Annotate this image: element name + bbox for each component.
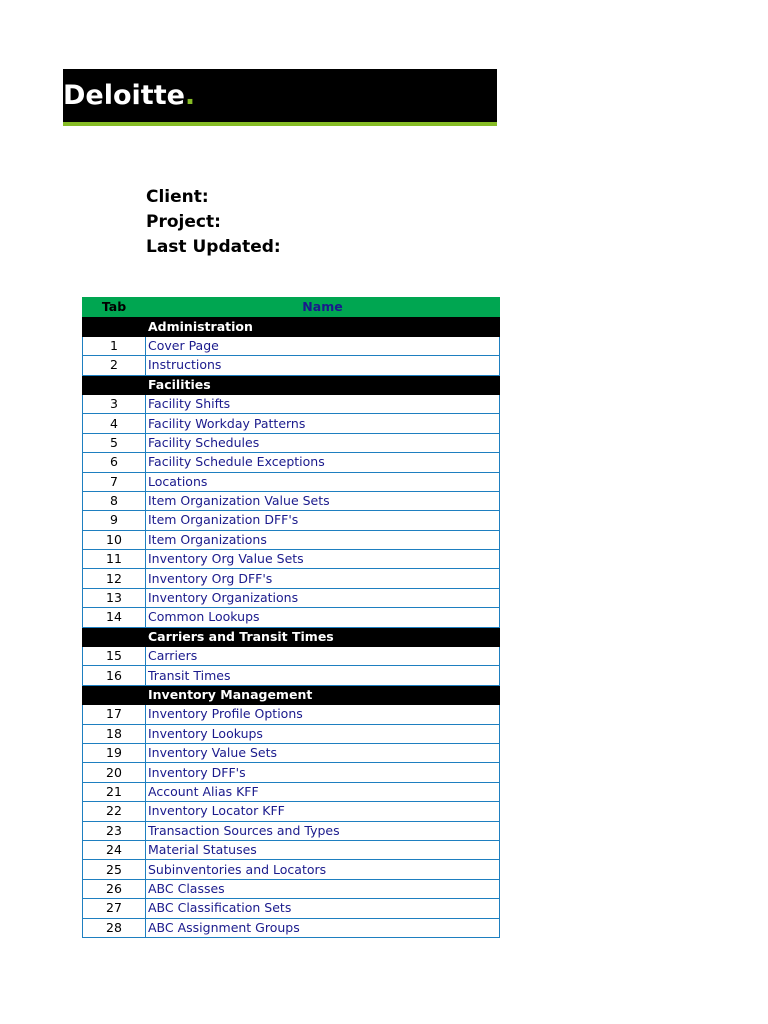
table-body [83, 317, 500, 938]
tab-number: 20 [83, 763, 146, 782]
table-header-row [83, 298, 500, 317]
sheet-link[interactable]: Transaction Sources and Types [146, 821, 500, 840]
sheet-link[interactable]: Facility Shifts [146, 394, 500, 413]
sheet-link[interactable]: ABC Assignment Groups [146, 918, 500, 937]
tab-number: 15 [83, 647, 146, 666]
table-row[interactable] [83, 336, 500, 355]
sheet-link[interactable]: Item Organizations [146, 530, 500, 549]
section-title: Administration [146, 317, 500, 336]
table-row[interactable] [83, 743, 500, 762]
tab-number: 10 [83, 530, 146, 549]
table-row[interactable] [83, 356, 500, 375]
sheet-link[interactable]: ABC Classification Sets [146, 899, 500, 918]
tab-number: 19 [83, 743, 146, 762]
table-row[interactable] [83, 840, 500, 859]
table-row[interactable] [83, 763, 500, 782]
client-label: Client: [146, 187, 209, 207]
sheet-link[interactable]: Inventory Locator KFF [146, 802, 500, 821]
section-title: Carriers and Transit Times [146, 627, 500, 646]
sheet-link[interactable]: Inventory Organizations [146, 588, 500, 607]
tab-number: 26 [83, 879, 146, 898]
sheet-link[interactable]: ABC Classes [146, 879, 500, 898]
table-row[interactable] [83, 414, 500, 433]
table-row[interactable] [83, 821, 500, 840]
section-header-row [83, 375, 500, 394]
logo-dot: . [184, 80, 196, 111]
tab-number: 17 [83, 705, 146, 724]
tab-number: 25 [83, 860, 146, 879]
sheet-link[interactable]: Inventory Org Value Sets [146, 550, 500, 569]
table-row[interactable] [83, 724, 500, 743]
tab-number: 24 [83, 840, 146, 859]
sheet-link[interactable]: Item Organization DFF's [146, 511, 500, 530]
name-column-header: Name [146, 298, 500, 317]
tab-number: 21 [83, 782, 146, 801]
deloitte-logo [63, 78, 195, 114]
table-row[interactable] [83, 666, 500, 685]
tab-number: 3 [83, 394, 146, 413]
tab-number: 14 [83, 608, 146, 627]
table-row[interactable] [83, 588, 500, 607]
sheet-link[interactable]: Item Organization Value Sets [146, 491, 500, 510]
last-updated-label: Last Updated: [146, 237, 281, 257]
table-row[interactable] [83, 802, 500, 821]
table-row[interactable] [83, 491, 500, 510]
sheet-link[interactable]: Subinventories and Locators [146, 860, 500, 879]
table-row[interactable] [83, 433, 500, 452]
tab-number: 16 [83, 666, 146, 685]
sheet-link[interactable]: Cover Page [146, 336, 500, 355]
section-tab-cell [83, 627, 146, 646]
tab-number: 4 [83, 414, 146, 433]
section-title: Inventory Management [146, 685, 500, 704]
section-tab-cell [83, 317, 146, 336]
tab-number: 28 [83, 918, 146, 937]
sheet-link[interactable]: Account Alias KFF [146, 782, 500, 801]
table-row[interactable] [83, 550, 500, 569]
sheet-link[interactable]: Common Lookups [146, 608, 500, 627]
sheet-link[interactable]: Instructions [146, 356, 500, 375]
sheet-link[interactable]: Inventory Value Sets [146, 743, 500, 762]
tab-number: 5 [83, 433, 146, 452]
logo-text: Deloitte [63, 80, 185, 111]
sheet-link[interactable]: Transit Times [146, 666, 500, 685]
table-row[interactable] [83, 918, 500, 937]
section-header-row [83, 627, 500, 646]
project-label: Project: [146, 212, 221, 232]
table-row[interactable] [83, 647, 500, 666]
table-row[interactable] [83, 608, 500, 627]
sheet-link[interactable]: Facility Workday Patterns [146, 414, 500, 433]
table-row[interactable] [83, 530, 500, 549]
logo-underline [63, 122, 497, 126]
section-tab-cell [83, 375, 146, 394]
table-row[interactable] [83, 394, 500, 413]
table-row[interactable] [83, 511, 500, 530]
sheet-link[interactable]: Inventory Profile Options [146, 705, 500, 724]
tab-number: 18 [83, 724, 146, 743]
tab-number: 12 [83, 569, 146, 588]
table-row[interactable] [83, 860, 500, 879]
table-row[interactable] [83, 899, 500, 918]
tab-number: 27 [83, 899, 146, 918]
tab-number: 7 [83, 472, 146, 491]
tab-number: 6 [83, 453, 146, 472]
table-row[interactable] [83, 453, 500, 472]
sheet-link[interactable]: Facility Schedule Exceptions [146, 453, 500, 472]
sheet-link[interactable]: Facility Schedules [146, 433, 500, 452]
table-row[interactable] [83, 879, 500, 898]
tab-number: 13 [83, 588, 146, 607]
document-meta [146, 185, 281, 260]
tab-number: 2 [83, 356, 146, 375]
section-tab-cell [83, 685, 146, 704]
table-of-contents [82, 297, 500, 938]
sheet-link[interactable]: Carriers [146, 647, 500, 666]
section-title: Facilities [146, 375, 500, 394]
table-row[interactable] [83, 705, 500, 724]
table-row[interactable] [83, 569, 500, 588]
sheet-link[interactable]: Inventory Lookups [146, 724, 500, 743]
sheet-link[interactable]: Material Statuses [146, 840, 500, 859]
tab-number: 23 [83, 821, 146, 840]
section-header-row [83, 685, 500, 704]
tab-number: 11 [83, 550, 146, 569]
table-row[interactable] [83, 782, 500, 801]
tab-number: 9 [83, 511, 146, 530]
sheet-link[interactable]: Inventory DFF's [146, 763, 500, 782]
sheet-link[interactable]: Locations [146, 472, 500, 491]
sheet-link[interactable]: Inventory Org DFF's [146, 569, 500, 588]
tab-number: 22 [83, 802, 146, 821]
table-row[interactable] [83, 472, 500, 491]
tab-column-header: Tab [83, 298, 146, 317]
tab-number: 1 [83, 336, 146, 355]
tab-number: 8 [83, 491, 146, 510]
section-header-row [83, 317, 500, 336]
